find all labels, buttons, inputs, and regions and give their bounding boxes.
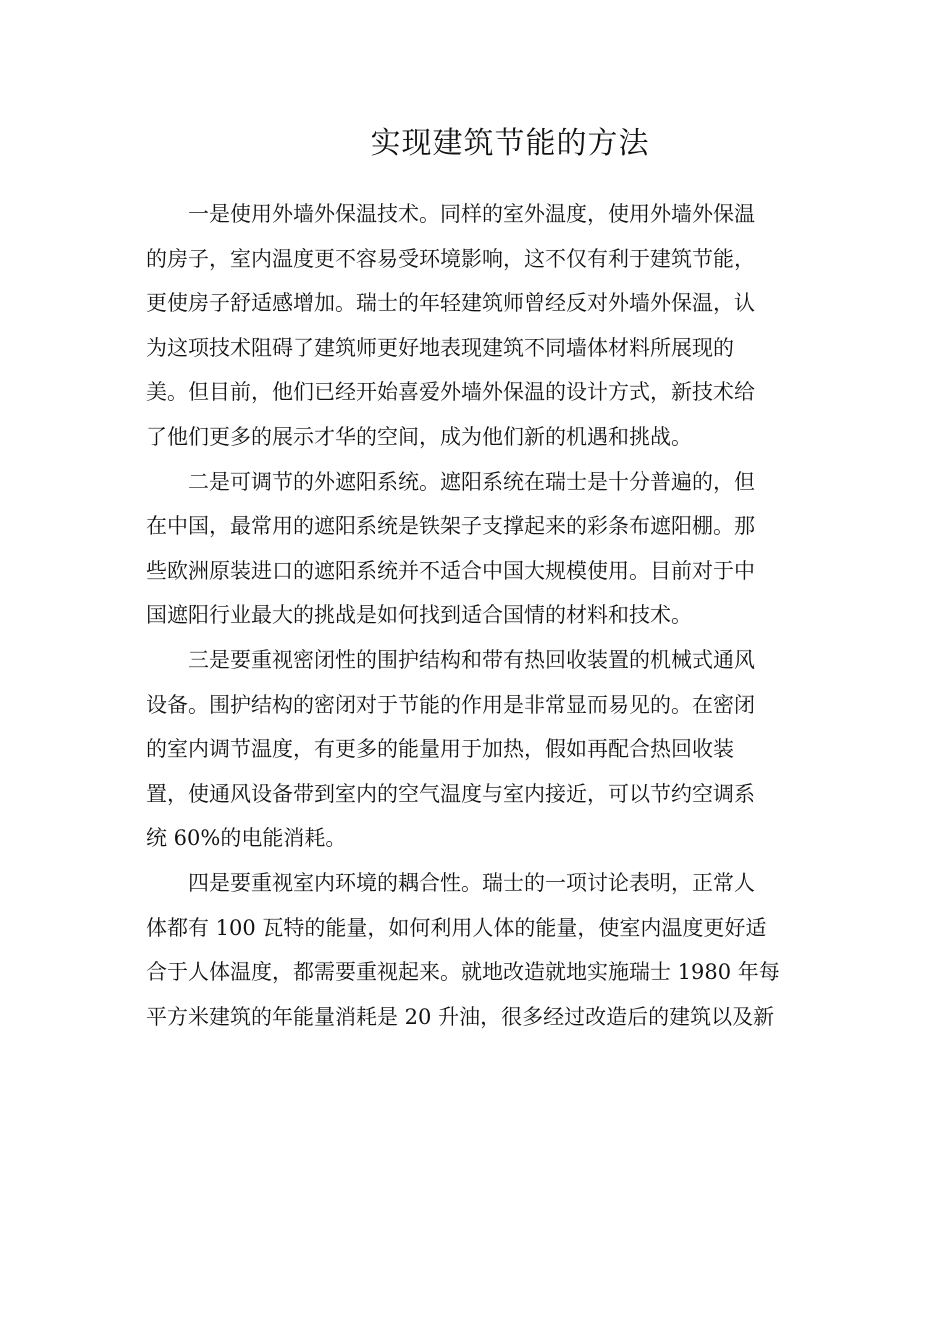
paragraph-3 bbox=[146, 638, 806, 861]
paragraph-line: 了他们更多的展示才华的空间，成为他们新的机遇和挑战。 bbox=[146, 424, 692, 449]
paragraph-line: 一是使用外墙外保温技术。同样的室外温度，使用外墙外保温 bbox=[188, 202, 755, 226]
paragraph-line: 在中国，最常用的遮阳系统是铁架子支撑起来的彩条布遮阳棚。那 bbox=[146, 514, 755, 539]
paragraph-line: 置，使通风设备带到室内的空气温度与室内接近，可以节约空调系 bbox=[146, 781, 755, 806]
paragraph-line: 平方米建筑的年能量消耗是 20 升油，很多经过改造后的建筑以及新 bbox=[146, 1004, 775, 1029]
paragraph-line: 为这项技术阻碍了建筑师更好地表现建筑不同墙体材料所展现的 bbox=[146, 335, 734, 360]
paragraph-line: 国遮阳行业最大的挑战是如何找到适合国情的材料和技术。 bbox=[146, 603, 692, 628]
paragraph-line: 三是要重视密闭性的围护结构和带有热回收装置的机械式通风 bbox=[188, 647, 755, 672]
paragraph-1 bbox=[146, 192, 806, 460]
paragraph-2 bbox=[146, 460, 806, 638]
paragraph-line: 四是要重视室内环境的耦合性。瑞士的一项讨论表明，正常人 bbox=[188, 870, 755, 895]
paragraph-line: 二是可调节的外遮阳系统。遮阳系统在瑞士是十分普遍的，但 bbox=[188, 469, 755, 494]
paragraph-line: 设备。围护结构的密闭对于节能的作用是非常显而易见的。在密闭 bbox=[146, 692, 755, 717]
paragraph-line: 的室内调节温度，有更多的能量用于加热，假如再配合热回收装 bbox=[146, 737, 734, 762]
document-body bbox=[146, 192, 806, 1039]
paragraph-line: 合于人体温度，都需要重视起来。就地改造就地实施瑞士 1980 年每 bbox=[146, 960, 780, 985]
paragraph-line: 美。但目前，他们已经开始喜爱外墙外保温的设计方式，新技术给 bbox=[146, 380, 755, 405]
paragraph-line: 的房子，室内温度更不容易受环境影响，这不仅有利于建筑节能， bbox=[146, 246, 755, 271]
document-title: 实现建筑节能的方法 bbox=[370, 126, 650, 161]
paragraph-4 bbox=[146, 861, 806, 1039]
paragraph-line: 体都有 100 瓦特的能量，如何利用人体的能量，使室内温度更好适 bbox=[146, 915, 767, 940]
paragraph-line: 更使房子舒适感增加。瑞士的年轻建筑师曾经反对外墙外保温，认 bbox=[146, 291, 755, 316]
paragraph-line: 些欧洲原装进口的遮阳系统并不适合中国大规模使用。目前对于中 bbox=[146, 558, 755, 583]
paragraph-line: 统 60%的电能消耗。 bbox=[146, 826, 347, 851]
